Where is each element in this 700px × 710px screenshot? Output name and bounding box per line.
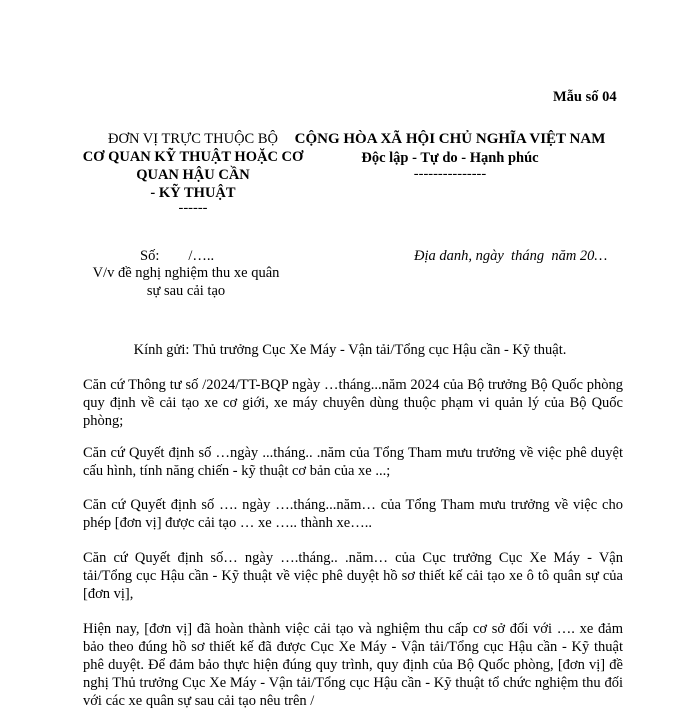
body-paragraph: Căn cứ Quyết định số …ngày ...tháng.. .năm của Tổng Tham mưu trưởng về việc phê duyệt cấu hình, tính năng chiến - kỹ thuật cơ bản của xe ...; <box>83 445 623 479</box>
body-paragraph: Căn cứ Thông tư số /2024/TT-BQP ngày …tháng...năm 2024 của Bộ trưởng Bộ Quốc phòng quy định về cải tạo xe cơ giới, xe máy chuyên dùng thuộc phạm vi quản lý của Bộ Quốc phòng; <box>83 377 623 429</box>
agency-line-3: - KỸ THUẬT <box>150 185 236 201</box>
national-header <box>280 130 620 180</box>
agency-line-1: ĐƠN VỊ TRỰC THUỘC BỘ <box>108 131 278 147</box>
agency-underline: ------ <box>178 200 208 216</box>
motto-underline: --------------- <box>413 166 487 182</box>
national-motto: Độc lập - Tự do - Hạnh phúc <box>361 150 539 166</box>
form-number: Mẫu số 04 <box>553 89 617 105</box>
body-paragraph: Căn cứ Quyết định số… ngày ….tháng.. .năm… của Cục trưởng Cục Xe Máy - Vận tải/Tổng cục Hậu cần - Kỹ thuật về việc phê duyệt hồ sơ thiết kế cải tạo xe ô tô quân sự của [đơn vị], <box>83 550 623 602</box>
document-number: Số: /….. <box>140 248 215 264</box>
document-subject: V/v đề nghị nghiệm thu xe quân sự sau cải tạo <box>92 265 280 299</box>
body-paragraph: Hiện nay, [đơn vị] đã hoàn thành việc cải tạo và nghiệm thu cấp cơ sở đối với …. xe đảm bảo theo đúng hồ sơ thiết kế đã được Cục Xe Máy - Vận tải/Tổng cục Hậu cần - Kỹ thuật phê duyệt. Để đảm bảo thực hiện đúng quy trình, quy định của Bộ Quốc phòng, [đơn vị] đề nghị Thủ trưởng Cục Xe Máy - Vận tải/Tổng cục Hậu cần - Kỹ thuật tổ chức nghiệm thu đối với các xe quân sự sau cải tạo nêu trên / <box>83 621 623 709</box>
agency-line-2: CƠ QUAN KỸ THUẬT HOẶC CƠ QUAN HẬU CẦN <box>82 149 304 183</box>
body-paragraph: Căn cứ Quyết định số …. ngày ….tháng...năm… của Tổng Tham mưu trưởng về việc cho phép [đơn vị] được cải tạo … xe ….. thành xe….. <box>83 497 623 531</box>
recipient-line: Kính gửi: Thủ trưởng Cục Xe Máy - Vận tải/Tổng cục Hậu cần - Kỹ thuật. <box>133 342 567 358</box>
country-name: CỘNG HÒA XÃ HỘI CHỦ NGHĨA VIỆT NAM <box>294 131 606 147</box>
issuing-agency-header <box>78 130 308 214</box>
place-and-date: Địa danh, ngày tháng năm 20… <box>414 248 608 264</box>
